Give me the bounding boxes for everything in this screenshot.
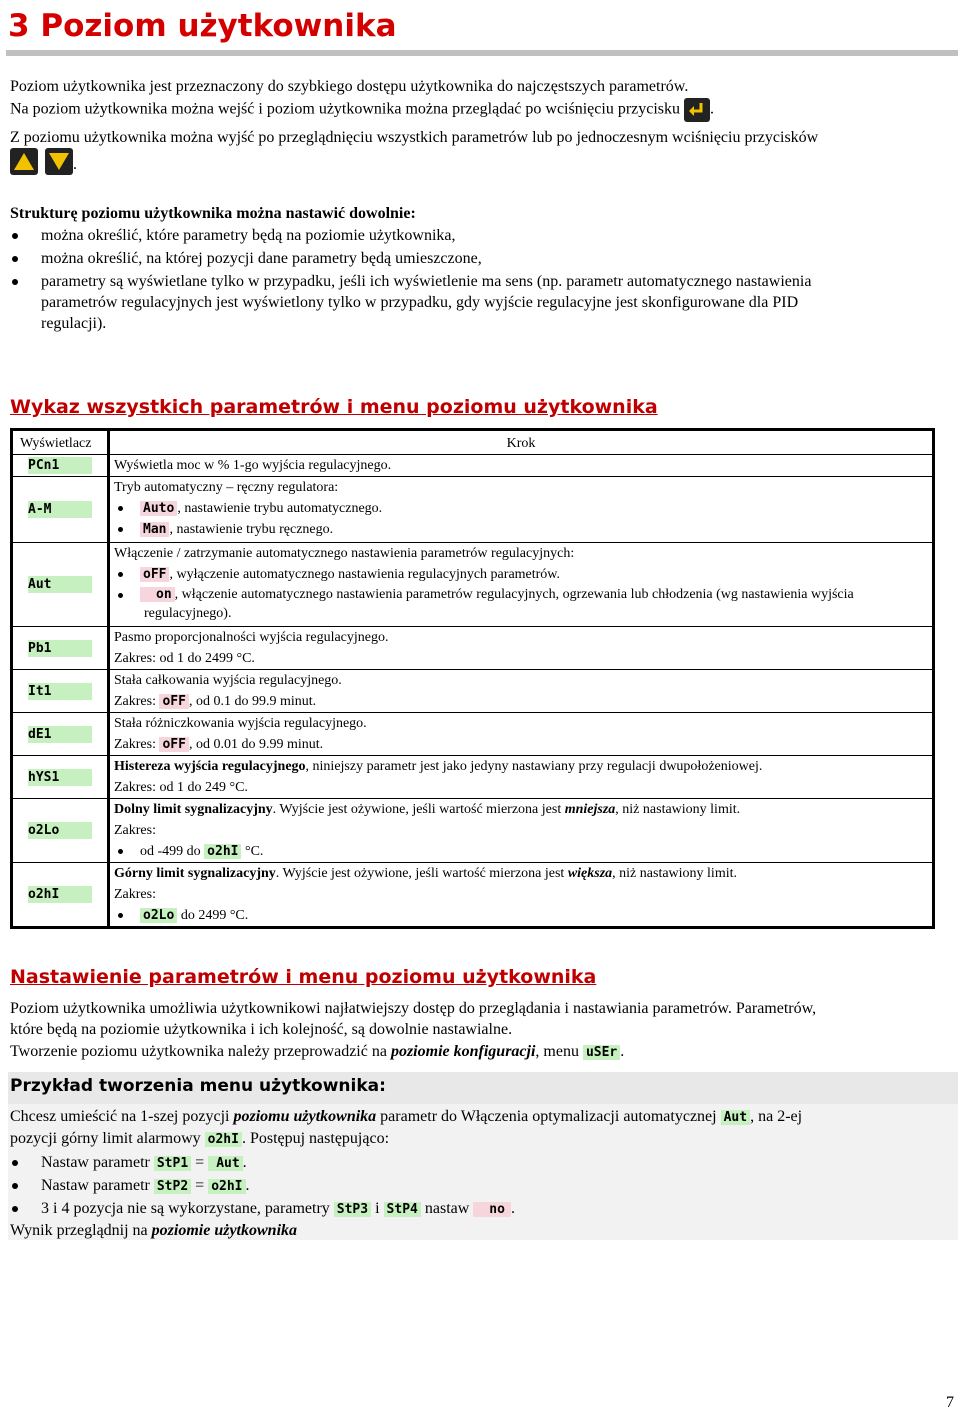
display-code: Aut <box>27 575 93 594</box>
row-title: Włączenie / zatrzymanie automatycznego nastawienia parametrów regulacyjnych: <box>114 546 575 561</box>
example-line5: Wynik przeglądnij na poziomie użytkownika <box>10 1222 298 1239</box>
list-item-cont: regulacji). <box>41 315 107 332</box>
section-title-setting: Nastawienie parametrów i menu poziomu użytkownika <box>10 966 597 988</box>
table-row: Aut Włączenie / zatrzymanie automatycznego nastawienia parametrów regulacyjnych: oFF , wyłączenie automatycznego nastawienia regulacyjnych parametrów. on , włączenie automatycznego nastawienia parametrów regulacyjnych, ogrzewania lub chłodzenia (wg nastawienia wyjścia regulacyjnego). <box>12 543 934 627</box>
table-row <box>12 455 934 477</box>
page-title: 3 Poziom użytkownika <box>8 8 397 44</box>
display-code: It1 <box>27 682 93 701</box>
row-text: Wyświetla moc w % 1-go wyjścia regulacyjnego. <box>109 455 934 477</box>
intro-line3: Z poziomu użytkownika można wyjść po przeglądnięciu wszystkich parametrów lub po jednoczesnym wciśnięciu przycisków <box>10 129 819 146</box>
display-code: o2Lo <box>27 821 93 840</box>
arrow-keys <box>10 148 77 176</box>
table-row: It1 Stała całkowania wyjścia regulacyjnego. Zakres: oFF , od 0.1 do 99.9 minut. <box>12 670 934 713</box>
display-code: o2hI <box>27 885 93 904</box>
structure-title: Strukturę poziomu użytkownika można nastawić dowolnie: <box>10 205 416 222</box>
up-arrow-key-icon <box>10 148 38 175</box>
setting-line3: Tworzenie poziomu użytkownika należy przeprowadzić na poziomie konfiguracji, menu uSEr . <box>10 1043 625 1060</box>
list-item: Nastaw parametr StP1 = Aut . <box>10 1152 247 1174</box>
example-line2: pozycji górny limit alarmowy o2hI . Postępuj następująco: <box>10 1130 390 1147</box>
list-item: 3 i 4 pozycja nie są wykorzystane, parametry StP3 i StP4 nastaw no . <box>10 1198 515 1220</box>
display-code: PCn1 <box>27 456 93 475</box>
section-title-list: Wykaz wszystkich parametrów i menu poziomu użytkownika <box>10 396 658 418</box>
display-code: dE1 <box>27 725 93 744</box>
display-code: hYS1 <box>27 768 93 787</box>
table-row: A-M Tryb automatyczny – ręczny regulatora: Auto , nastawienie trybu automatycznego. Man , nastawienie trybu ręcznego. <box>12 477 934 543</box>
table-row: Pb1 Pasmo proporcjonalności wyjścia regulacyjnego. Zakres: od 1 do 2499 °C. <box>12 627 934 670</box>
list-item: parametry są wyświetlane tylko w przypadku, jeśli ich wyświetlenie ma sens (np. parametr automatycznego nastawienia <box>10 271 950 292</box>
display-code: Pb1 <box>27 639 93 658</box>
down-arrow-key-icon <box>45 148 73 175</box>
column-header-display: Wyświetlacz <box>12 430 109 455</box>
setting-line1: Poziom użytkownika umożliwia użytkownikowi najłatwiejszy dostęp do przeglądania i nastawiania parametrów. Parametrów, <box>10 1000 817 1017</box>
list-item: Nastaw parametr StP2 = o2hI . <box>10 1175 250 1197</box>
enter-key-icon <box>684 98 710 122</box>
table-row: hYS1 Histereza wyjścia regulacyjnego, niniejszy parametr jest jako jedyny nastawiany przy regulacji dwupołożeniowej. Zakres: od 1 do 249 °C. <box>12 756 934 799</box>
table-row: dE1 Stała różniczkowania wyjścia regulacyjnego. Zakres: oFF , od 0.01 do 9.99 minut. <box>12 713 934 756</box>
structure-list <box>10 225 950 334</box>
display-code: A-M <box>27 500 93 519</box>
list-item: można określić, które parametry będą na poziomie użytkownika, <box>10 225 950 246</box>
intro-line2-text: Na poziom użytkownika można wejść i poziom użytkownika można przeglądać po wciśnięciu przycisku <box>10 100 681 118</box>
intro-line2 <box>10 98 714 122</box>
example-title: Przykład tworzenia menu użytkownika: <box>10 1076 386 1096</box>
page-number: 7 <box>946 1394 954 1411</box>
list-item: można określić, na której pozycji dane parametry będą umieszczone, <box>10 248 950 269</box>
column-header-step: Krok <box>109 430 934 455</box>
setting-line2: które będą na poziomie użytkownika i ich kolejność, są dowolnie nastawialne. <box>10 1021 513 1038</box>
intro-line2-end: . <box>710 100 715 118</box>
parameter-table <box>10 428 935 929</box>
list-item-cont: parametrów regulacyjnych jest wyświetlony tylko w przypadku, gdy wyjście regulacyjne jest skonfigurowane dla PID <box>41 294 799 311</box>
table-row: o2Lo Dolny limit sygnalizacyjny. Wyjście jest ożywione, jeśli wartość mierzona jest mniejsza, niż nastawiony limit. Zakres: od -499 do o2hI °C. <box>12 799 934 863</box>
intro-line1: Poziom użytkownika jest przeznaczony do szybkiego dostępu użytkownika do najczęstszych parametrów. <box>10 78 689 95</box>
table-row: o2hI Górny limit sygnalizacyjny. Wyjście jest ożywione, jeśli wartość mierzona jest większa, niż nastawiony limit. Zakres: o2Lo do 2499 °C. <box>12 863 934 928</box>
heading-rule <box>6 50 958 56</box>
example-line1: Chcesz umieścić na 1-szej pozycji poziomu użytkownika parametr do Włączenia optymalizacji automatycznej Aut , na 2-ej <box>10 1108 803 1125</box>
intro-line3-end: . <box>73 156 77 173</box>
row-title: Tryb automatyczny – ręczny regulatora: <box>114 480 339 495</box>
